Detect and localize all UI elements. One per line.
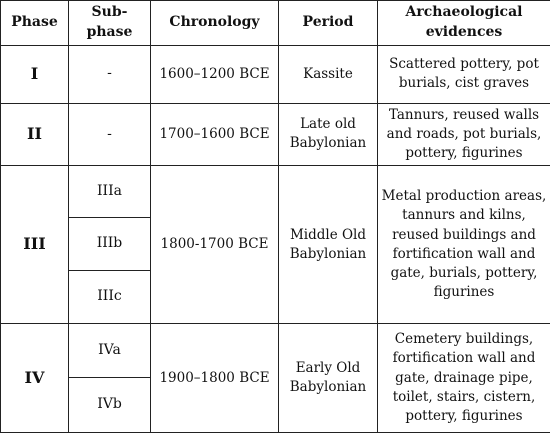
table-row-phase-i [1,45,550,103]
cell-period: Early Old Babylonian [279,324,378,433]
cell-phase: III [1,166,69,324]
cell-subphase: IIIc [69,271,151,324]
cell-period: Kassite [279,45,378,103]
cell-phase: I [1,45,69,103]
header-row [1,1,550,46]
cell-evidence: Scattered pottery, pot burials, cist graves [378,45,550,103]
header-evidence: Archaeological evidences [378,1,550,46]
cell-evidence: Tannurs, reused walls and roads, pot burials, pottery, figurines [378,103,550,165]
cell-evidence: Metal production areas, tannurs and kilns, reused buildings and fortification wall and gate, burials, pottery, figurines [378,166,550,324]
header-phase: Phase [1,1,69,46]
cell-subphase: - [69,103,151,165]
table-row-phase-iv-a [1,324,550,378]
header-period: Period [279,1,378,46]
cell-subphase: IIIa [69,166,151,218]
cell-phase: II [1,103,69,165]
table-row-phase-ii [1,103,550,165]
cell-subphase: IIIb [69,218,151,271]
table-row-phase-iii-a [1,166,550,218]
cell-chronology: 1900–1800 BCE [151,324,279,433]
cell-subphase: - [69,45,151,103]
header-subphase: Sub-phase [69,1,151,46]
cell-chronology: 1800-1700 BCE [151,166,279,324]
cell-chronology: 1700–1600 BCE [151,103,279,165]
cell-phase: IV [1,324,69,433]
cell-subphase: IVb [69,378,151,433]
header-chronology: Chronology [151,1,279,46]
cell-chronology: 1600–1200 BCE [151,45,279,103]
cell-period: Late old Babylonian [279,103,378,165]
cell-period: Middle Old Babylonian [279,166,378,324]
cell-evidence: Cemetery buildings, fortification wall and gate, drainage pipe, toilet, stairs, cistern, pottery, figurines [378,324,550,433]
cell-subphase: IVa [69,324,151,378]
